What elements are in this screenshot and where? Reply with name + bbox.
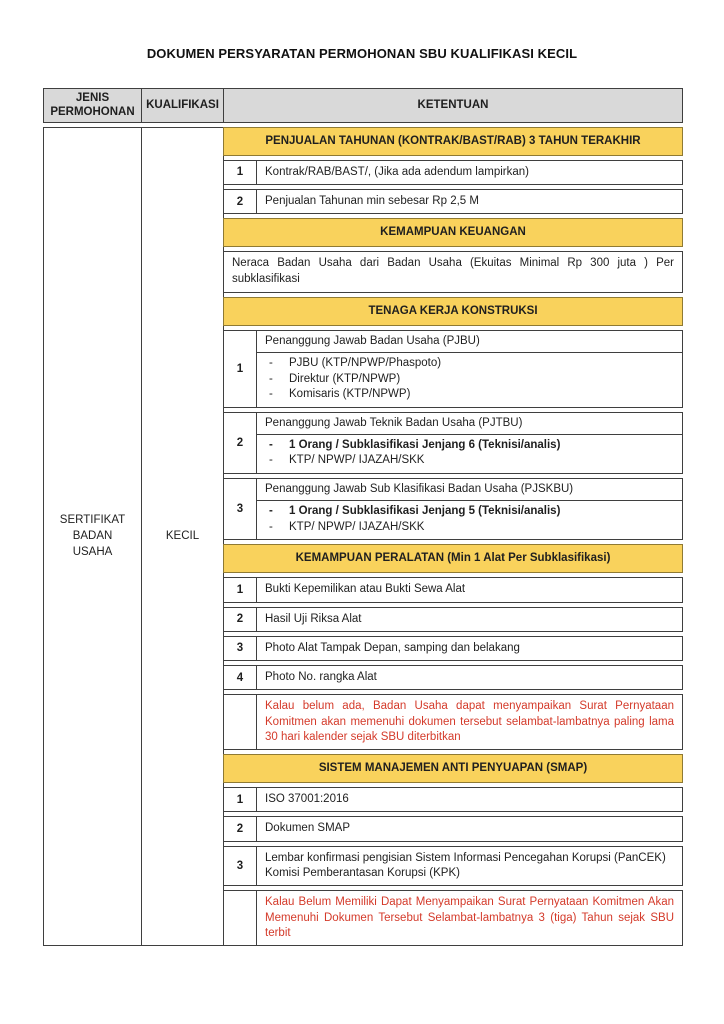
kualifikasi-cell: KECIL (141, 127, 224, 946)
section-header-row: KEMAMPUAN KEUANGAN (223, 218, 683, 247)
row-number: 3 (224, 637, 257, 660)
group-content (257, 413, 682, 473)
bullet-marker: - (269, 357, 273, 370)
table-header-row (43, 88, 683, 123)
bullet-item (265, 372, 674, 388)
row-text: Dokumen SMAP (265, 822, 351, 835)
page-title: DOKUMEN PERSYARATAN PERMOHONAN SBU KUALIFIKASI KECIL (146, 46, 578, 61)
row-text: Lembar konfirmasi pengisian Sistem Informasi Pencegahan Korupsi (PanCEK) Komisi Pemberantasan Korupsi (KPK) (265, 851, 666, 879)
bullet-item-text: 1 Orang / Subklasifikasi Jenjang 5 (Teknisi/analis) (289, 505, 561, 518)
bullet-item-text: PJBU (KTP/NPWP/Phaspoto) (289, 357, 442, 370)
bullet-marker: - (269, 372, 273, 385)
bullet-item-text: KTP/ NPWP/ IJAZAH/SKK (289, 454, 425, 467)
requirement-group-row (223, 412, 683, 474)
group-header: Penanggung Jawab Teknik Badan Usaha (PJTBU) (257, 413, 682, 435)
header-cell-ketentuan: KETENTUAN (223, 88, 683, 123)
row-number: 3 (224, 479, 257, 539)
requirements-table (43, 88, 683, 946)
row-text: Photo No. rangka Alat (265, 671, 377, 684)
section-header-row: KEMAMPUAN PERALATAN (Min 1 Alat Per Subklasifikasi) (223, 544, 683, 573)
row-number: 2 (224, 190, 257, 213)
row-text: Bukti Kepemilikan atau Bukti Sewa Alat (265, 583, 466, 596)
note-paragraph-row: Neraca Badan Usaha dari Badan Usaha (Ekuitas Minimal Rp 300 juta ) Per subklasifikasi (223, 251, 683, 293)
bullet-marker: - (269, 388, 273, 401)
row-number-empty (224, 891, 257, 945)
section-header-row: TENAGA KERJA KONSTRUKSI (223, 297, 683, 326)
group-header: Penanggung Jawab Sub Klasifikasi Badan Usaha (PJSKBU) (257, 479, 682, 501)
row-number-empty (224, 695, 257, 749)
row-number: 4 (224, 666, 257, 689)
bullet-marker: - (269, 438, 273, 451)
numbered-row (223, 665, 683, 690)
numbered-row (223, 189, 683, 214)
numbered-row (223, 607, 683, 632)
ketentuan-stack (223, 127, 683, 946)
bullet-item (265, 504, 674, 520)
row-number: 1 (224, 331, 257, 407)
bullet-item (265, 520, 674, 536)
section-header-row: SISTEM MANAJEMEN ANTI PENYUAPAN (SMAP) (223, 754, 683, 783)
numbered-row (223, 846, 683, 887)
bullet-list (257, 435, 682, 473)
row-number: 2 (224, 817, 257, 840)
warning-row (223, 890, 683, 946)
row-number: 2 (224, 608, 257, 631)
group-header: Penanggung Jawab Badan Usaha (PJBU) (257, 331, 682, 353)
row-text: Kontrak/RAB/BAST/, (Jika ada adendum lampirkan) (265, 165, 529, 178)
bullet-marker: - (269, 505, 273, 518)
warning-row (223, 694, 683, 750)
bullet-item (265, 387, 674, 403)
header-cell-kualifikasi: KUALIFIKASI (141, 88, 224, 123)
numbered-row (223, 636, 683, 661)
numbered-row (223, 787, 683, 812)
bullet-item (265, 453, 674, 469)
group-content (257, 479, 682, 539)
numbered-row (223, 816, 683, 841)
bullet-item-text: 1 Orang / Subklasifikasi Jenjang 6 (Teknisi/analis) (289, 438, 561, 451)
group-content (257, 331, 682, 407)
numbered-row (223, 577, 683, 602)
row-text: Hasil Uji Riksa Alat (265, 612, 362, 625)
bullet-item (265, 438, 674, 454)
bullet-list (257, 501, 682, 539)
row-number: 3 (224, 847, 257, 886)
row-text: Penjualan Tahunan min sebesar Rp 2,5 M (265, 194, 479, 207)
row-text: Photo Alat Tampak Depan, samping dan belakang (265, 641, 520, 654)
header-cell-jenis-permohonan: JENIS PERMOHONAN (43, 88, 142, 123)
section-header-row: PENJUALAN TAHUNAN (KONTRAK/BAST/RAB) 3 TAHUN TERAKHIR (223, 127, 683, 156)
requirement-group-row (223, 478, 683, 540)
numbered-row (223, 160, 683, 185)
bullet-item-text: Direktur (KTP/NPWP) (289, 372, 401, 385)
jenis-permohonan-cell: SERTIFIKAT BADAN USAHA (43, 127, 142, 946)
row-text: ISO 37001:2016 (265, 793, 349, 806)
row-number: 1 (224, 578, 257, 601)
table-body-row (43, 127, 683, 946)
row-number: 1 (224, 788, 257, 811)
bullet-item (265, 356, 674, 372)
requirement-group-row (223, 330, 683, 408)
warning-cell (257, 891, 682, 945)
bullet-item-text: KTP/ NPWP/ IJAZAH/SKK (289, 520, 425, 533)
warning-text: Kalau Belum Memiliki Dapat Menyampaikan Surat Pernyataan Komitmen Akan Memenuhi Dokumen Tersebut Selambat-lambatnya 3 (tiga) Tahun sejak SBU terbit (265, 896, 674, 939)
bullet-item-text: Komisaris (KTP/NPWP) (289, 388, 411, 401)
bullet-marker: - (269, 520, 273, 533)
row-number: 2 (224, 413, 257, 473)
row-number: 1 (224, 161, 257, 184)
warning-cell (257, 695, 682, 749)
warning-text: Kalau belum ada, Badan Usaha dapat menyampaikan Surat Pernyataan Komitmen akan memenuhi dokumen tersebut selambat-lambatnya paling lama 30 hari kalender sejak SBU diterbitkan (265, 700, 674, 743)
bullet-list (257, 353, 682, 407)
bullet-marker: - (269, 454, 273, 467)
